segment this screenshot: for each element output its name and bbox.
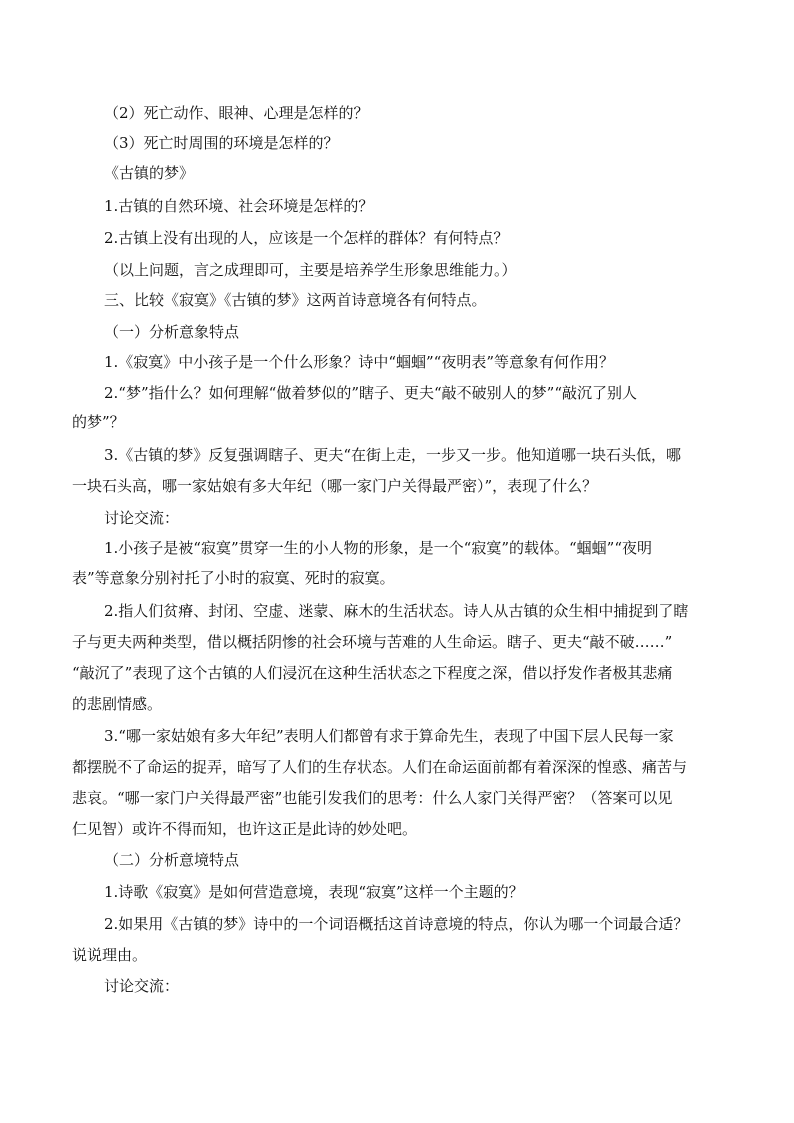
text-line: 说说理由。	[72, 946, 148, 964]
text-line: 2.指人们贫瘠、封闭、空虚、迷蒙、麻木的生活状态。诗人从古镇的众生相中捕捉到了瞎	[104, 602, 689, 620]
text-line: 2.“梦”指什么？如何理解“做着梦似的”瞎子、更夫“敲不破别人的梦”“敲沉了别人	[104, 384, 637, 402]
text-line: （二）分析意境特点	[104, 851, 240, 869]
text-line: “敲沉了”表现了这个古镇的人们浸沉在这种生活状态之下程度之深，借以抒发作者极其悲痛	[72, 664, 673, 682]
text-line: 1.小孩子是被“寂寞”贯穿一生的小人物的形象，是一个“寂寞”的载体。“蝈蝈”“夜明	[104, 539, 652, 557]
text-line: 3.《古镇的梦》反复强调瞎子、更夫“在街上走，一步又一步。他知道哪一块石头低，哪	[104, 446, 681, 464]
text-line: 3.“哪一家姑娘有多大年纪”表明人们都曾有求于算命先生，表现了中国下层人民每一家	[104, 727, 674, 745]
text-line: 的梦”？	[72, 413, 125, 431]
text-line: 1.《寂寞》中小孩子是一个什么形象？诗中“蝈蝈”“夜明表”等意象有何作用？	[104, 353, 614, 371]
text-line: 《古镇的梦》	[104, 164, 195, 182]
text-line: 仁见智）或许不得而知，也许这正是此诗的妙处吧。	[72, 820, 418, 838]
text-line: 讨论交流：	[104, 509, 180, 527]
text-line: 1.诗歌《寂寞》是如何营造意境，表现“寂寞”这样一个主题的？	[104, 883, 524, 901]
text-line: （以上问题，言之成理即可，主要是培养学生形象思维能力。）	[104, 261, 517, 279]
text-line: 悲哀。“哪一家门户关得最严密”也能引发我们的思考：什么人家门关得严密？（答案可以见	[72, 789, 673, 807]
text-line: 讨论交流：	[104, 977, 180, 995]
text-line: 一块石头高，哪一家姑娘有多大年纪（哪一家门户关得最严密）”，表现了什么？	[72, 477, 598, 495]
text-line: 都摆脱不了命运的捉弄，暗写了人们的生存状态。人们在命运面前都有着深深的惶惑、痛苦与	[72, 758, 688, 776]
text-line: 子与更夫两种类型，借以概括阴惨的社会环境与苦难的人生命运。瞎子、更夫“敲不破……”	[72, 633, 673, 651]
text-line: 1.古镇的自然环境、社会环境是怎样的？	[104, 197, 374, 215]
text-line: 三、比较《寂寞》《古镇的梦》这两首诗意境各有何特点。	[104, 291, 487, 309]
text-line: （2）死亡动作、眼神、心理是怎样的？	[104, 104, 369, 122]
text-line: 2.古镇上没有出现的人，应该是一个怎样的群体？有何特点？	[104, 229, 509, 247]
text-line: 的悲剧情感。	[72, 695, 163, 713]
text-line: （3）死亡时周围的环境是怎样的？	[104, 134, 339, 152]
text-line: 2.如果用《古镇的梦》诗中的一个词语概括这首诗意境的特点，你认为哪一个词最合适？	[104, 915, 689, 933]
text-line: 表”等意象分别衬托了小时的寂寞、死时的寂寞。	[72, 569, 395, 587]
text-line: （一）分析意象特点	[104, 323, 240, 341]
